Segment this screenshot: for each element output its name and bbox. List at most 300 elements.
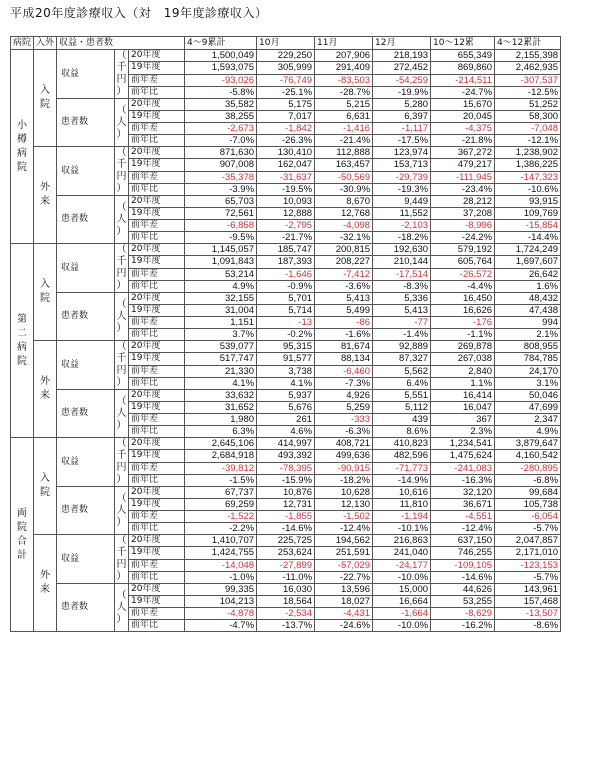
row-label: 19年度 [129, 353, 185, 365]
value-cell: -2,534 [257, 608, 315, 620]
inout-label: 入 院 [34, 50, 57, 147]
category-label: 収益 [57, 535, 115, 584]
value-cell: 6,397 [373, 111, 431, 123]
row-label: 19年度 [129, 450, 185, 462]
value-cell: -5.8% [185, 86, 257, 98]
row-label: 前年比 [129, 620, 185, 632]
row-label: 19年度 [129, 499, 185, 511]
value-cell: -111,945 [431, 171, 495, 183]
value-cell: -12.1% [495, 135, 561, 147]
value-cell: 5,714 [257, 305, 315, 317]
value-cell: -14.6% [257, 523, 315, 535]
value-cell: -6,460 [315, 365, 373, 377]
value-cell: -5.7% [495, 571, 561, 583]
value-cell: 15,670 [431, 99, 495, 111]
value-cell: -4,098 [315, 220, 373, 232]
value-cell: 5,175 [257, 99, 315, 111]
value-cell: -4.7% [185, 620, 257, 632]
value-cell: 4.9% [495, 426, 561, 438]
value-cell: -30.9% [315, 183, 373, 195]
value-cell: -86 [315, 317, 373, 329]
value-cell: 2.3% [431, 426, 495, 438]
value-cell: 16,414 [431, 390, 495, 402]
value-cell: 208,227 [315, 256, 373, 268]
value-cell: 1,980 [185, 414, 257, 426]
value-cell: 53,214 [185, 268, 257, 280]
row-label: 20年度 [129, 341, 185, 353]
value-cell: -1,855 [257, 511, 315, 523]
value-cell: 26,642 [495, 268, 561, 280]
value-cell: 6.3% [185, 426, 257, 438]
value-cell: 28,212 [431, 196, 495, 208]
value-cell: 11,810 [373, 499, 431, 511]
value-cell: 3,738 [257, 365, 315, 377]
value-cell: 65,703 [185, 196, 257, 208]
value-cell: 10,093 [257, 196, 315, 208]
value-cell: -1,664 [373, 608, 431, 620]
table-row [11, 50, 561, 62]
category-label: 収益 [57, 244, 115, 293]
value-cell: -214,511 [431, 74, 495, 86]
value-cell: 3.1% [495, 377, 561, 389]
value-cell: 16,664 [373, 596, 431, 608]
value-cell: 253,624 [257, 547, 315, 559]
value-cell: 38,255 [185, 111, 257, 123]
value-cell: 35,582 [185, 99, 257, 111]
row-label: 前年差 [129, 511, 185, 523]
value-cell: 3,879,647 [495, 438, 561, 450]
value-cell: 5,413 [315, 293, 373, 305]
value-cell: 31,004 [185, 305, 257, 317]
value-cell: -12.4% [431, 523, 495, 535]
value-cell: 1,145,057 [185, 244, 257, 256]
value-cell: -147,323 [495, 171, 561, 183]
row-label: 20年度 [129, 487, 185, 499]
row-label: 前年比 [129, 523, 185, 535]
row-label: 20年度 [129, 293, 185, 305]
value-cell: -2,673 [185, 123, 257, 135]
category-label: 患者数 [57, 487, 115, 535]
row-label: 19年度 [129, 547, 185, 559]
inout-label: 外 来 [34, 341, 57, 438]
category-label: 患者数 [57, 196, 115, 244]
value-cell: 605,764 [431, 256, 495, 268]
value-cell: -32.1% [315, 232, 373, 244]
unit-label: （ 千 円 ） [116, 244, 127, 291]
value-cell: 8.6% [373, 426, 431, 438]
value-cell: -13.7% [257, 620, 315, 632]
value-cell: 367 [431, 414, 495, 426]
value-cell: 2,840 [431, 365, 495, 377]
value-cell: 1,424,755 [185, 547, 257, 559]
category-label: 収益 [57, 438, 115, 487]
value-cell: 5,701 [257, 293, 315, 305]
value-cell: 69,259 [185, 499, 257, 511]
value-cell: 91,577 [257, 353, 315, 365]
unit-label: （ 千 円 ） [116, 438, 127, 485]
value-cell: -280,895 [495, 462, 561, 474]
row-label: 20年度 [129, 99, 185, 111]
value-cell: 12,731 [257, 499, 315, 511]
value-cell: 88,134 [315, 353, 373, 365]
value-cell: 194,562 [315, 535, 373, 547]
value-cell: 1,091,843 [185, 256, 257, 268]
value-cell: -1,502 [315, 511, 373, 523]
value-cell: 16,450 [431, 293, 495, 305]
row-label: 19年度 [129, 305, 185, 317]
value-cell: 48,432 [495, 293, 561, 305]
value-cell: -0.9% [257, 280, 315, 292]
value-cell: 47,699 [495, 402, 561, 414]
value-cell: 33,632 [185, 390, 257, 402]
value-cell: 9,449 [373, 196, 431, 208]
table-row [11, 535, 561, 547]
value-cell: -35,378 [185, 171, 257, 183]
value-cell: 4.6% [257, 426, 315, 438]
value-cell: 92,889 [373, 341, 431, 353]
value-cell: 12,888 [257, 208, 315, 220]
table-row [11, 147, 561, 159]
value-cell: 16,626 [431, 305, 495, 317]
value-cell: 499,636 [315, 450, 373, 462]
value-cell: -7.3% [315, 377, 373, 389]
value-cell: 5,280 [373, 99, 431, 111]
value-cell: -21.8% [431, 135, 495, 147]
row-label: 前年比 [129, 474, 185, 486]
row-label: 前年差 [129, 268, 185, 280]
value-cell: -7,048 [495, 123, 561, 135]
table-row [11, 196, 561, 208]
unit-label: （ 千 円 ） [116, 50, 127, 97]
value-cell: -1.5% [185, 474, 257, 486]
row-label: 前年差 [129, 559, 185, 571]
header-category: 収益・患者数 [57, 37, 185, 50]
value-cell: -13 [257, 317, 315, 329]
hospital-name: 第 二 病 院 [11, 244, 34, 438]
value-cell: 269,878 [431, 341, 495, 353]
row-label: 前年差 [129, 220, 185, 232]
row-label: 前年差 [129, 74, 185, 86]
revenue-table [10, 36, 561, 632]
row-label: 19年度 [129, 159, 185, 171]
inout-label: 入 院 [34, 244, 57, 341]
value-cell: 229,250 [257, 50, 315, 62]
value-cell: 6,631 [315, 111, 373, 123]
value-cell: 1,410,707 [185, 535, 257, 547]
value-cell: -10.6% [495, 183, 561, 195]
value-cell: -23.4% [431, 183, 495, 195]
row-label: 前年差 [129, 123, 185, 135]
value-cell: -6.3% [315, 426, 373, 438]
value-cell: 1,238,902 [495, 147, 561, 159]
value-cell: 53,255 [431, 596, 495, 608]
value-cell: -71,773 [373, 462, 431, 474]
row-label: 20年度 [129, 535, 185, 547]
value-cell: -90,915 [315, 462, 373, 474]
header-inout: 入外 [34, 37, 57, 50]
row-label: 20年度 [129, 147, 185, 159]
value-cell: 200,815 [315, 244, 373, 256]
hospital-name: 両 院 合 計 [11, 438, 34, 632]
value-cell: 93,915 [495, 196, 561, 208]
value-cell: 207,906 [315, 50, 373, 62]
value-cell: -19.9% [373, 86, 431, 98]
value-cell: 2,047,857 [495, 535, 561, 547]
value-cell: 261 [257, 414, 315, 426]
value-cell: 187,393 [257, 256, 315, 268]
value-cell: -9.5% [185, 232, 257, 244]
value-cell: 1,234,541 [431, 438, 495, 450]
value-cell: 2,462,935 [495, 62, 561, 74]
header-col-2: 11月 [315, 37, 373, 50]
value-cell: -1,522 [185, 511, 257, 523]
value-cell: 109,769 [495, 208, 561, 220]
value-cell: 18,027 [315, 596, 373, 608]
value-cell: -1,194 [373, 511, 431, 523]
value-cell: 104,213 [185, 596, 257, 608]
value-cell: 869,860 [431, 62, 495, 74]
row-label: 前年比 [129, 571, 185, 583]
value-cell: 87,327 [373, 353, 431, 365]
value-cell: -57,029 [315, 559, 373, 571]
value-cell: -24.7% [431, 86, 495, 98]
value-cell: -17.5% [373, 135, 431, 147]
value-cell: -14.6% [431, 571, 495, 583]
value-cell: 153,713 [373, 159, 431, 171]
value-cell: 5,215 [315, 99, 373, 111]
value-cell: 4,160,542 [495, 450, 561, 462]
value-cell: -13,507 [495, 608, 561, 620]
value-cell: -77 [373, 317, 431, 329]
value-cell: -16.2% [431, 620, 495, 632]
value-cell: -8,996 [431, 220, 495, 232]
value-cell: -15,854 [495, 220, 561, 232]
value-cell: -54,259 [373, 74, 431, 86]
value-cell: 517,747 [185, 353, 257, 365]
value-cell: 2.1% [495, 329, 561, 341]
value-cell: 13,596 [315, 584, 373, 596]
value-cell: -4.4% [431, 280, 495, 292]
value-cell: 4.1% [185, 377, 257, 389]
row-label: 20年度 [129, 244, 185, 256]
value-cell: -1,842 [257, 123, 315, 135]
value-cell: 24,170 [495, 365, 561, 377]
value-cell: -83,503 [315, 74, 373, 86]
value-cell: -24.2% [431, 232, 495, 244]
value-cell: -14.9% [373, 474, 431, 486]
value-cell: -3.6% [315, 280, 373, 292]
value-cell: 410,823 [373, 438, 431, 450]
value-cell: 44,626 [431, 584, 495, 596]
category-label: 収益 [57, 147, 115, 196]
value-cell: -1,416 [315, 123, 373, 135]
value-cell: 143,961 [495, 584, 561, 596]
category-label: 患者数 [57, 584, 115, 632]
row-label: 前年比 [129, 135, 185, 147]
header-row [11, 37, 561, 50]
value-cell: -4,431 [315, 608, 373, 620]
table-row [11, 244, 561, 256]
value-cell: 3.7% [185, 329, 257, 341]
value-cell: 1,593,075 [185, 62, 257, 74]
value-cell: 218,193 [373, 50, 431, 62]
value-cell: 5,336 [373, 293, 431, 305]
inout-label: 外 来 [34, 147, 57, 244]
value-cell: -21.4% [315, 135, 373, 147]
value-cell: 1.6% [495, 280, 561, 292]
row-label: 前年差 [129, 462, 185, 474]
value-cell: 4.1% [257, 377, 315, 389]
value-cell: 18,564 [257, 596, 315, 608]
header-col-1: 10月 [257, 37, 315, 50]
value-cell: 21,330 [185, 365, 257, 377]
table-row [11, 487, 561, 499]
value-cell: 210,144 [373, 256, 431, 268]
row-label: 20年度 [129, 390, 185, 402]
value-cell: 81,674 [315, 341, 373, 353]
value-cell: 907,008 [185, 159, 257, 171]
row-label: 前年比 [129, 183, 185, 195]
unit-label: （ 千 円 ） [116, 147, 127, 194]
value-cell: -76,749 [257, 74, 315, 86]
table-row [11, 438, 561, 450]
header-col-5: 4～12累計 [495, 37, 561, 50]
category-label: 患者数 [57, 99, 115, 147]
value-cell: 7,017 [257, 111, 315, 123]
value-cell: 32,120 [431, 487, 495, 499]
value-cell: 162,047 [257, 159, 315, 171]
table-body [11, 50, 561, 632]
value-cell: -10.0% [373, 571, 431, 583]
value-cell: -18.2% [373, 232, 431, 244]
value-cell: -2,795 [257, 220, 315, 232]
value-cell: 414,997 [257, 438, 315, 450]
value-cell: 99,335 [185, 584, 257, 596]
value-cell: 37,208 [431, 208, 495, 220]
value-cell: -241,083 [431, 462, 495, 474]
category-label: 患者数 [57, 390, 115, 438]
value-cell: 192,630 [373, 244, 431, 256]
unit-label: （ 人 ） [115, 390, 129, 438]
value-cell: -8.6% [495, 620, 561, 632]
value-cell: 36,671 [431, 499, 495, 511]
value-cell: -1,646 [257, 268, 315, 280]
value-cell: 123,974 [373, 147, 431, 159]
value-cell: 4,926 [315, 390, 373, 402]
table-row [11, 584, 561, 596]
value-cell: 1,697,607 [495, 256, 561, 268]
value-cell: -15.9% [257, 474, 315, 486]
value-cell: 267,038 [431, 353, 495, 365]
value-cell: 67,737 [185, 487, 257, 499]
value-cell: -176 [431, 317, 495, 329]
value-cell: 579,192 [431, 244, 495, 256]
value-cell: -1.0% [185, 571, 257, 583]
table-row [11, 293, 561, 305]
row-label: 前年差 [129, 414, 185, 426]
value-cell: -26,572 [431, 268, 495, 280]
value-cell: 225,725 [257, 535, 315, 547]
value-cell: 784,785 [495, 353, 561, 365]
value-cell: 994 [495, 317, 561, 329]
hospital-name: 小 樽 病 院 [11, 50, 34, 244]
value-cell: 539,077 [185, 341, 257, 353]
value-cell: 1,386,225 [495, 159, 561, 171]
value-cell: -3.9% [185, 183, 257, 195]
value-cell: -78,395 [257, 462, 315, 474]
unit-label: （ 千 円 ） [116, 535, 127, 582]
value-cell: 5,551 [373, 390, 431, 402]
page-title: 平成20年度診療収入（対 19年度診療収入） [10, 6, 268, 20]
header-col-3: 12月 [373, 37, 431, 50]
unit-label: （ 人 ） [115, 196, 129, 244]
row-label: 前年差 [129, 317, 185, 329]
header-hospital: 病院 [11, 37, 34, 50]
value-cell: -31,637 [257, 171, 315, 183]
value-cell: 157,468 [495, 596, 561, 608]
value-cell: -307,537 [495, 74, 561, 86]
value-cell: -10.1% [373, 523, 431, 535]
value-cell: -28.7% [315, 86, 373, 98]
value-cell: -16.3% [431, 474, 495, 486]
value-cell: -24,177 [373, 559, 431, 571]
value-cell: 185,747 [257, 244, 315, 256]
value-cell: -10.0% [373, 620, 431, 632]
value-cell: 5,413 [373, 305, 431, 317]
value-cell: 6.4% [373, 377, 431, 389]
value-cell: 493,392 [257, 450, 315, 462]
value-cell: 2,347 [495, 414, 561, 426]
row-label: 前年差 [129, 365, 185, 377]
value-cell: -39,812 [185, 462, 257, 474]
header-col-0: 4～9累計 [185, 37, 257, 50]
row-label: 前年比 [129, 86, 185, 98]
value-cell: 105,738 [495, 499, 561, 511]
value-cell: -4,551 [431, 511, 495, 523]
value-cell: -7,412 [315, 268, 373, 280]
value-cell: 251,591 [315, 547, 373, 559]
value-cell: -19.3% [373, 183, 431, 195]
value-cell: 2,171,010 [495, 547, 561, 559]
value-cell: -21.7% [257, 232, 315, 244]
value-cell: 16,030 [257, 584, 315, 596]
value-cell: 305,999 [257, 62, 315, 74]
value-cell: 272,452 [373, 62, 431, 74]
value-cell: 5,676 [257, 402, 315, 414]
row-label: 19年度 [129, 62, 185, 74]
value-cell: 72,561 [185, 208, 257, 220]
table-row [11, 99, 561, 111]
value-cell: 1,724,249 [495, 244, 561, 256]
unit-label: （ 人 ） [115, 584, 129, 632]
value-cell: 216,863 [373, 535, 431, 547]
value-cell: 112,888 [315, 147, 373, 159]
table-row [11, 390, 561, 402]
value-cell: -24.6% [315, 620, 373, 632]
value-cell: -19.5% [257, 183, 315, 195]
value-cell: 2,684,918 [185, 450, 257, 462]
value-cell: 1,475,624 [431, 450, 495, 462]
value-cell: 2,645,106 [185, 438, 257, 450]
value-cell: -1.4% [373, 329, 431, 341]
value-cell: 10,876 [257, 487, 315, 499]
header-col-4: 10～12累 [431, 37, 495, 50]
value-cell: 163,457 [315, 159, 373, 171]
value-cell: -93,026 [185, 74, 257, 86]
value-cell: -1.1% [431, 329, 495, 341]
row-label: 前年比 [129, 426, 185, 438]
row-label: 20年度 [129, 50, 185, 62]
